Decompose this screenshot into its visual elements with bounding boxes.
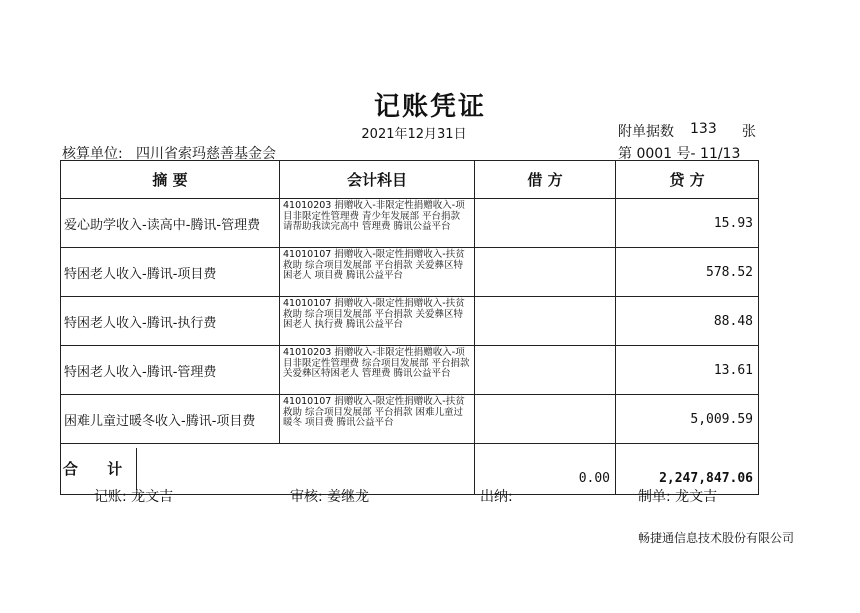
total-credit: 2,247,847.06 bbox=[616, 444, 759, 495]
cashier-signature: 出纳: bbox=[480, 489, 513, 505]
row-summary: 特困老人收入-腾讯-项目费 bbox=[61, 248, 280, 297]
row-summary: 特困老人收入-腾讯-执行费 bbox=[61, 297, 280, 346]
table-row bbox=[61, 346, 759, 395]
row-account: 41010203 捐赠收入-非限定性捐赠收入-项目非限定性管理费 青少年发展部 平台捐款 请帮助我读完高中 管理费 腾讯公益平台 bbox=[280, 199, 475, 248]
attachments-label: 附单据数 bbox=[618, 124, 674, 140]
row-summary: 特困老人收入-腾讯-管理费 bbox=[61, 346, 280, 395]
table-row bbox=[61, 297, 759, 346]
software-company: 畅捷通信息技术股份有限公司 bbox=[637, 531, 794, 545]
table-row bbox=[61, 199, 759, 248]
row-debit bbox=[475, 297, 616, 346]
voucher-table bbox=[60, 160, 759, 495]
row-credit: 15.93 bbox=[616, 199, 759, 248]
voucher-number: 第 0001 号- 11/13 bbox=[618, 146, 741, 162]
row-account: 41010107 捐赠收入-限定性捐赠收入-扶贫救助 综合项目发展部 平台捐款 关爱彝区特困老人 执行费 腾讯公益平台 bbox=[280, 297, 475, 346]
row-summary: 困难儿童过暖冬收入-腾讯-项目费 bbox=[61, 395, 280, 444]
row-credit: 13.61 bbox=[616, 346, 759, 395]
bookkeeper-signature: 记账: 龙文吉 bbox=[94, 489, 174, 505]
voucher-title: 记账凭证 bbox=[373, 92, 486, 122]
row-summary: 爱心助学收入-读高中-腾讯-管理费 bbox=[61, 199, 280, 248]
row-debit bbox=[475, 248, 616, 297]
voucher-date: 2021年12月31日 bbox=[361, 127, 467, 142]
column-header-summary: 摘 要 bbox=[61, 161, 280, 199]
total-debit: 0.00 bbox=[475, 444, 616, 495]
column-header-credit: 贷 方 bbox=[616, 161, 759, 199]
row-account: 41010107 捐赠收入-限定性捐赠收入-扶贫救助 综合项目发展部 平台捐款 关爱彝区特困老人 项目费 腾讯公益平台 bbox=[280, 248, 475, 297]
accounting-unit-label: 核算单位: bbox=[62, 146, 123, 162]
row-debit bbox=[475, 199, 616, 248]
table-row bbox=[61, 395, 759, 444]
accounting-unit-value: 四川省索玛慈善基金会 bbox=[136, 146, 276, 162]
attachments-count: 133 bbox=[690, 121, 717, 137]
row-debit bbox=[475, 346, 616, 395]
row-credit: 88.48 bbox=[616, 297, 759, 346]
table-header-row bbox=[61, 161, 759, 199]
row-credit: 578.52 bbox=[616, 248, 759, 297]
total-label-text: 合 计 bbox=[61, 448, 137, 490]
row-debit bbox=[475, 395, 616, 444]
preparer-signature: 制单: 龙文吉 bbox=[638, 489, 718, 505]
reviewer-signature: 审核: 姜继龙 bbox=[290, 489, 370, 505]
row-account: 41010203 捐赠收入-非限定性捐赠收入-项目非限定性管理费 综合项目发展部 平台捐款 关爱彝区特困老人 管理费 腾讯公益平台 bbox=[280, 346, 475, 395]
column-header-account: 会计科目 bbox=[280, 161, 475, 199]
attachments-unit: 张 bbox=[742, 124, 756, 140]
table-row bbox=[61, 248, 759, 297]
row-credit: 5,009.59 bbox=[616, 395, 759, 444]
column-header-debit: 借 方 bbox=[475, 161, 616, 199]
row-account: 41010107 捐赠收入-限定性捐赠收入-扶贫救助 综合项目发展部 平台捐款 困难儿童过暖冬 项目费 腾讯公益平台 bbox=[280, 395, 475, 444]
